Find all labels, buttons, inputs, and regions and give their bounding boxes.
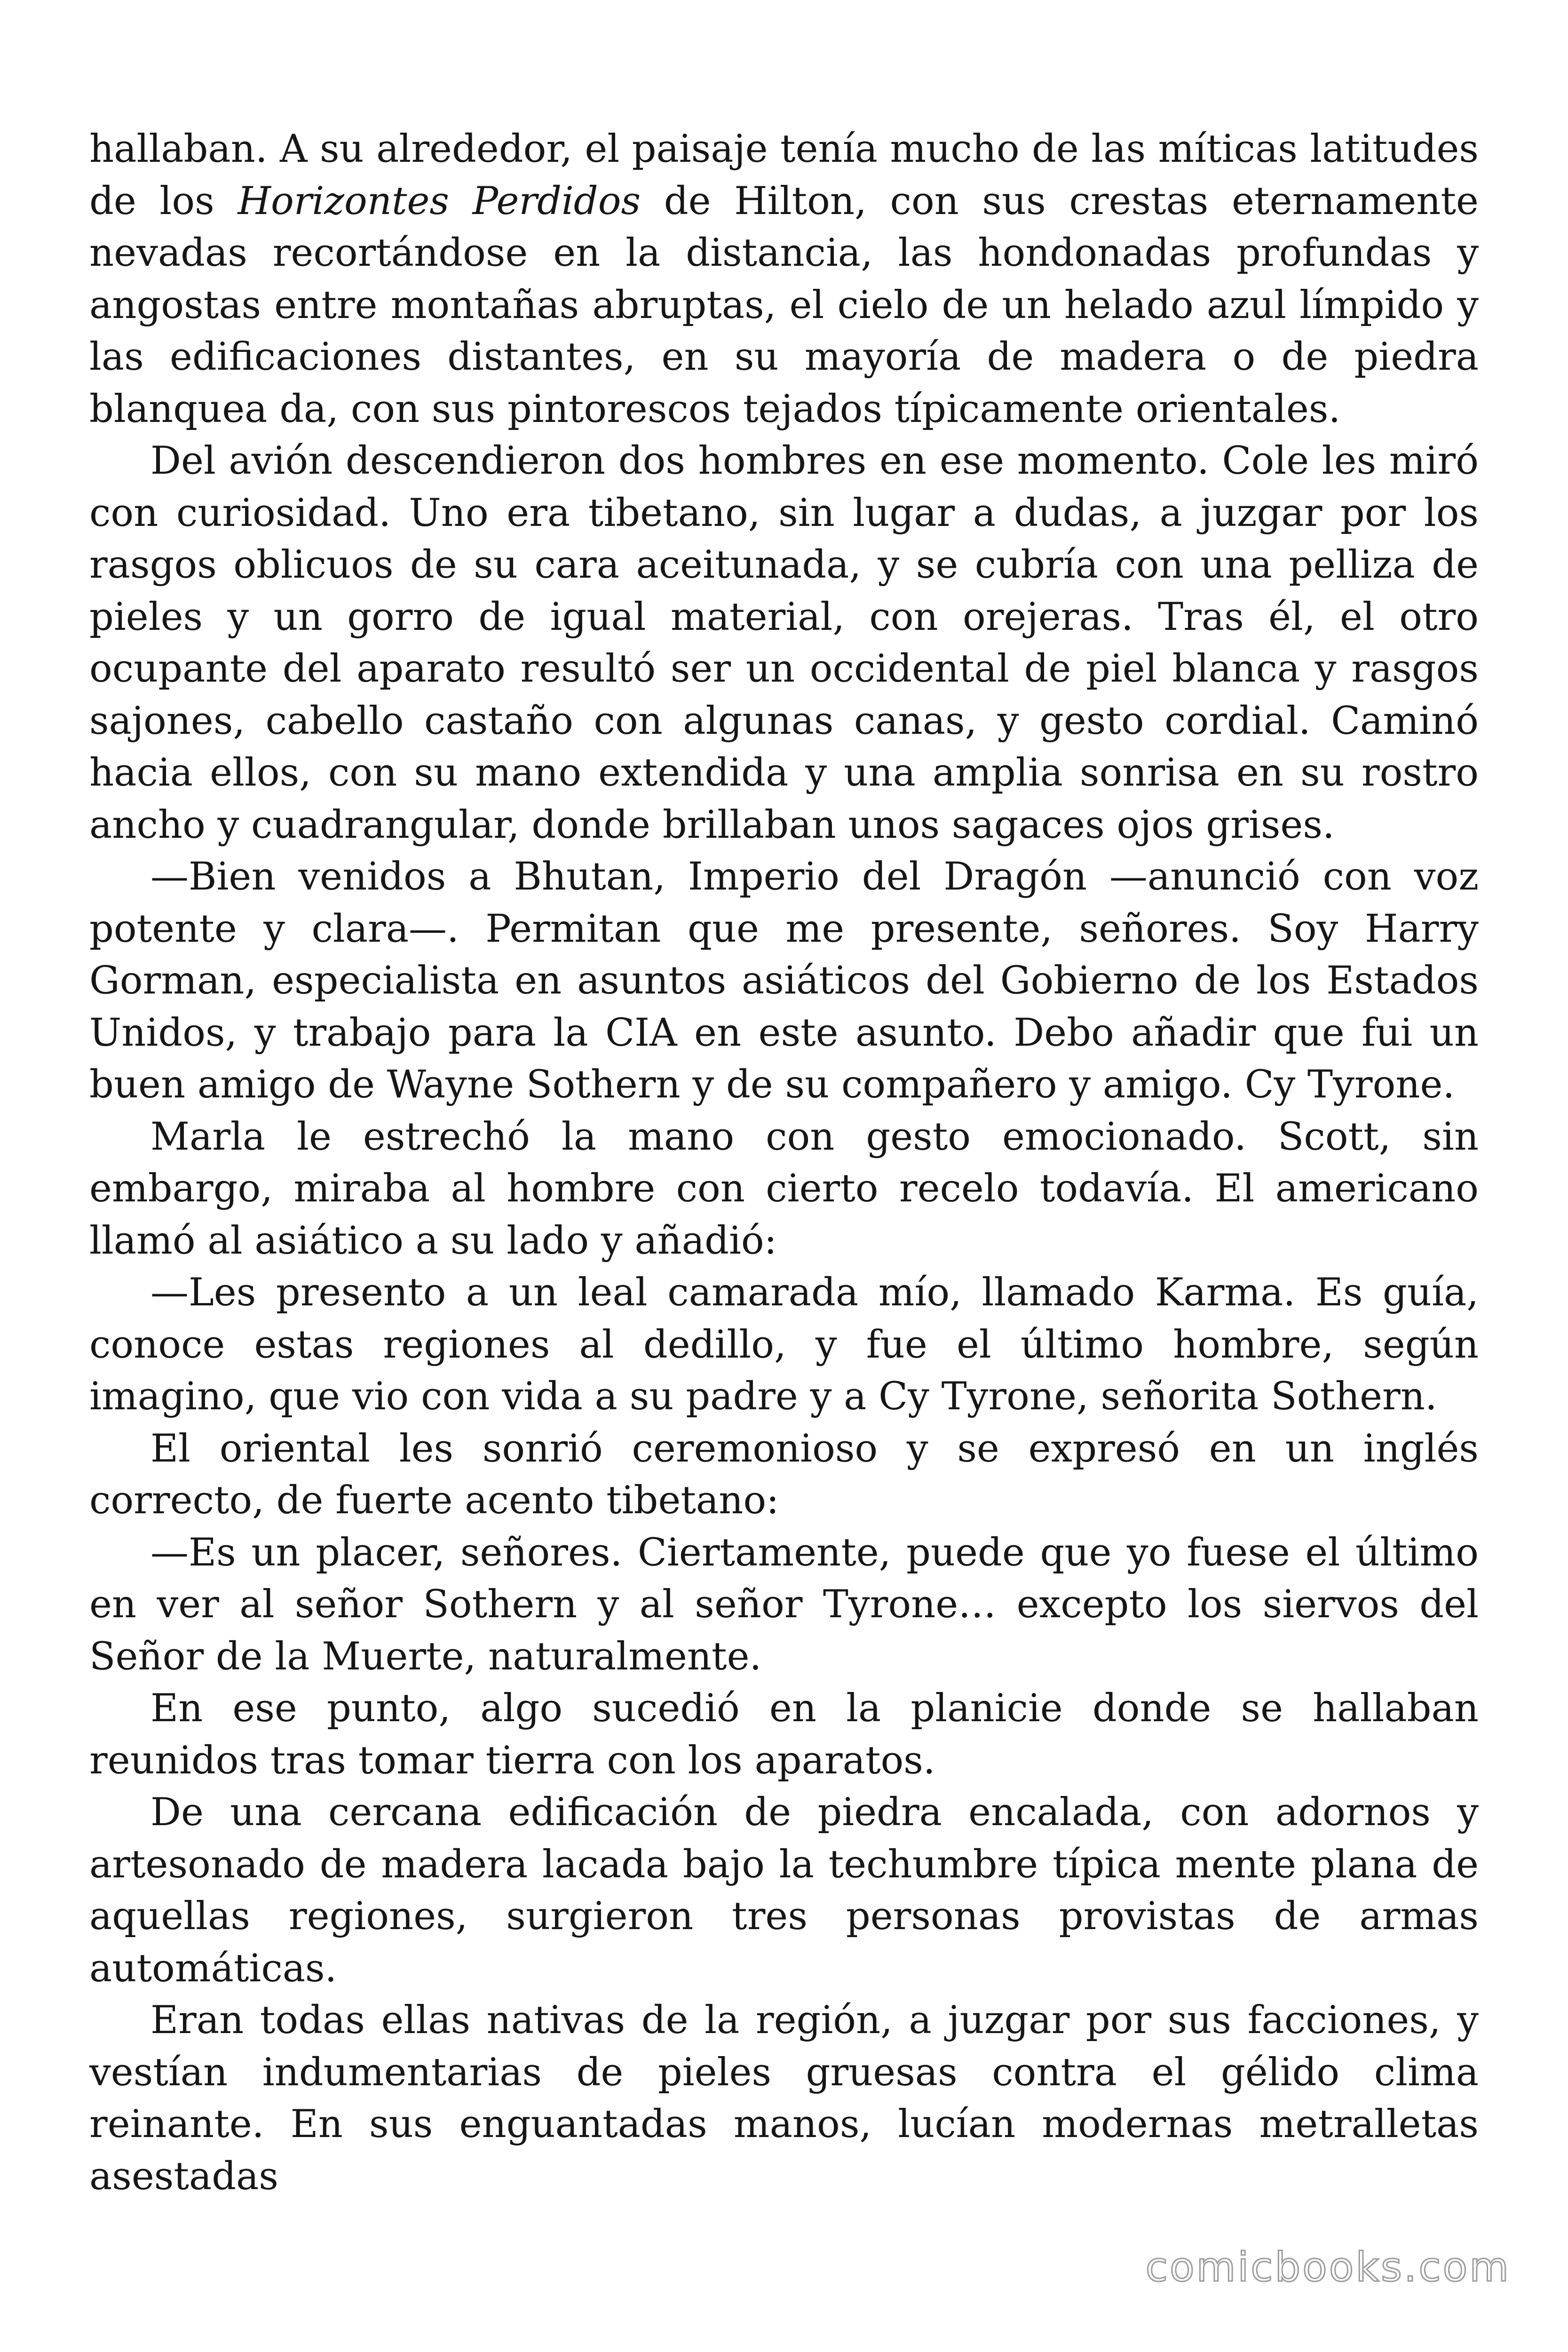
text-span: hallaban. A su alrededor, el paisaje tenía mucho de las míticas latitudes de los bbox=[89, 127, 1479, 223]
paragraph bbox=[89, 1994, 1479, 2202]
italic-text: Horizontes Perdidos bbox=[238, 179, 641, 223]
text-span: En ese punto, algo sucedió en la planicie donde se hallaban reunidos tras tomar tierra con los aparatos. bbox=[89, 1686, 1479, 1783]
paragraph bbox=[89, 1111, 1479, 1267]
text-span: El oriental les sonrió ceremonioso y se expresó en un inglés correcto, de fuerte acento tibetano: bbox=[89, 1426, 1479, 1523]
paragraph bbox=[89, 1787, 1479, 1994]
document-body bbox=[89, 123, 1479, 2202]
text-span: —Bien venidos a Bhutan, Imperio del Dragón —anunció con voz potente y clara—. Permitan que me presente, señores. Soy Harry Gorman, especialista en asuntos asiáticos del Gobierno de los Estados Unidos, y trabajo para la CIA en este asunto. Debo añadir que fui un buen amigo de Wayne Sothern y de su compañero y amigo. Cy Tyrone. bbox=[89, 855, 1479, 1107]
paragraph bbox=[89, 1267, 1479, 1423]
watermark: comicbooks.com bbox=[1145, 2244, 1511, 2291]
text-span: de Hilton, con sus crestas eternamente nevadas recortándose en la distancia, las hondonadas profundas y angostas entre montañas abruptas, el cielo de un helado azul límpido y las edificaciones distantes, en su mayoría de madera o de piedra blanquea da, con sus pintorescos tejados típicamente orientales. bbox=[89, 179, 1479, 431]
text-span: —Es un placer, señores. Ciertamente, puede que yo fuese el último en ver al señor Sothern y al señor Tyrone… excepto los siervos del Señor de la Muerte, naturalmente. bbox=[89, 1530, 1479, 1679]
text-span: De una cercana edificación de piedra encalada, con adornos y artesonado de madera lacada bajo la techumbre típica mente plana de aquellas regiones, surgieron tres personas provistas de armas automáticas. bbox=[89, 1790, 1479, 1991]
text-span: Eran todas ellas nativas de la región, a juzgar por sus facciones, y vestían indumentarias de pieles gruesas contra el gélido clima reinante. En sus enguantadas manos, lucían modernas metralletas asestadas bbox=[89, 1998, 1479, 2199]
paragraph bbox=[89, 1423, 1479, 1527]
text-span: Del avión descendieron dos hombres en ese momento. Cole les miró con curiosidad. Uno era tibetano, sin lugar a dudas, a juzgar por los rasgos oblicuos de su cara aceitunada, y se cubría con una pelliza de pieles y un gorro de igual material, con orejeras. Tras él, el otro ocupante del aparato resultó ser un occidental de piel blanca y rasgos sajones, cabello castaño con algunas canas, y gesto cordial. Caminó hacia ellos, con su mano extendida y una amplia sonrisa en su rostro ancho y cuadrangular, donde brillaban unos sagaces ojos grises. bbox=[89, 439, 1479, 847]
paragraph bbox=[89, 1527, 1479, 1683]
text-span: —Les presento a un leal camarada mío, llamado Karma. Es guía, conoce estas regiones al dedillo, y fue el último hombre, según imagino, que vio con vida a su padre y a Cy Tyrone, señorita Sothern. bbox=[89, 1271, 1479, 1419]
paragraph bbox=[89, 851, 1479, 1111]
paragraph bbox=[89, 1683, 1479, 1787]
paragraph bbox=[89, 435, 1479, 851]
text-span: Marla le estrechó la mano con gesto emocionado. Scott, sin embargo, miraba al hombre con cierto recelo todavía. El americano llamó al asiático a su lado y añadió: bbox=[89, 1114, 1479, 1263]
paragraph bbox=[89, 123, 1479, 435]
